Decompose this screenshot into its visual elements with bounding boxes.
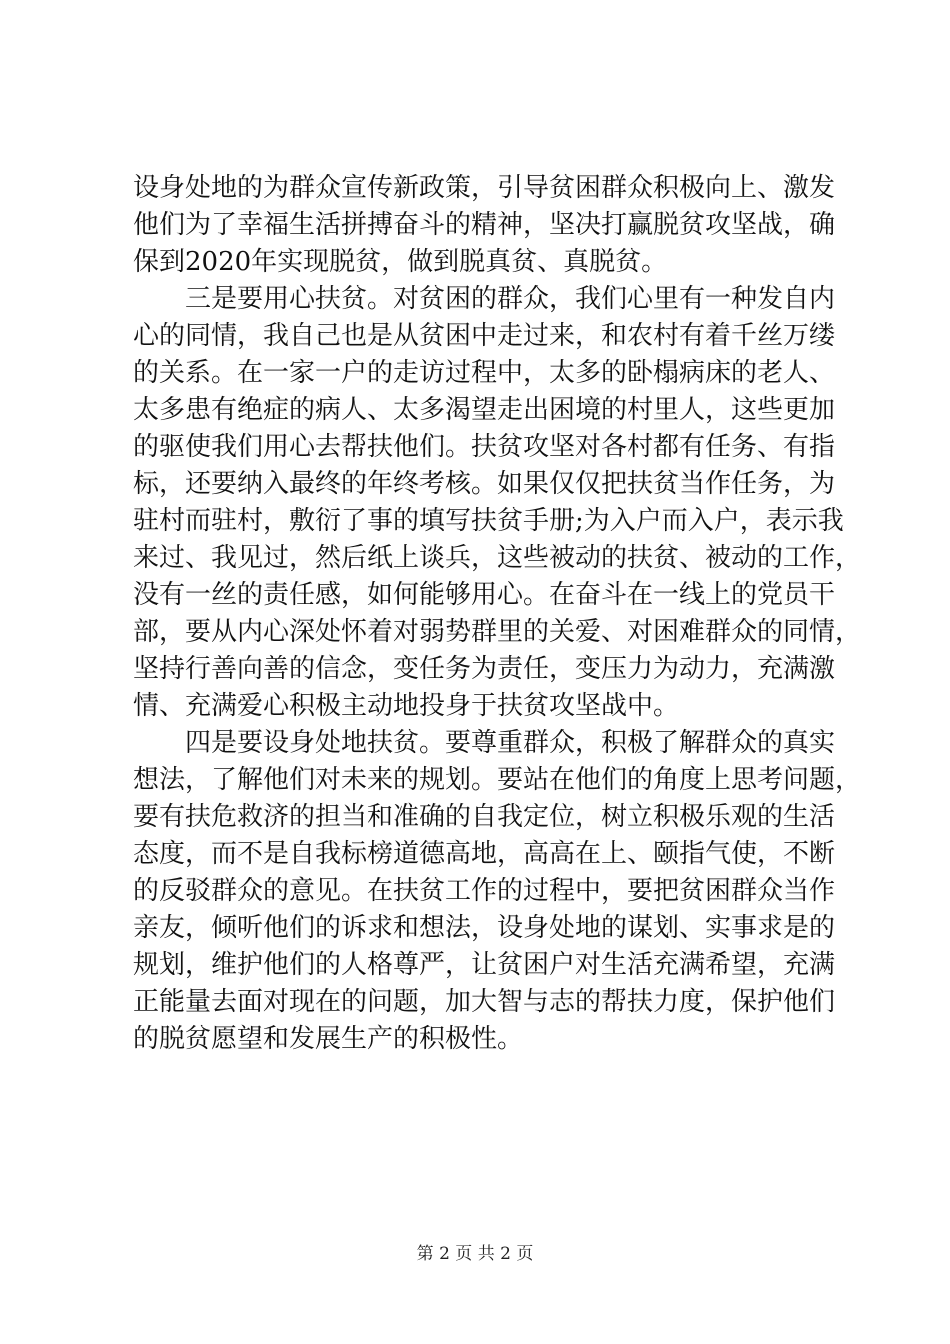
text-line: 来过、我见过，然后纸上谈兵，这些被动的扶贫、被动的工作， (133, 543, 862, 573)
text-line: 规划，维护他们的人格尊严，让贫困户对生活充满希望，充满 (133, 950, 836, 980)
text-line: 的驱使我们用心去帮扶他们。扶贫攻坚对各村都有任务、有指 (133, 432, 836, 462)
text-line: 没有一丝的责任感，如何能够用心。在奋斗在一线上的党员干 (133, 580, 836, 610)
text-line: 想法，了解他们对未来的规划。要站在他们的角度上思考问题， (133, 765, 862, 795)
text-line: 的反驳群众的意见。在扶贫工作的过程中，要把贫困群众当作 (133, 876, 836, 906)
text-line: 设身处地的为群众宣传新政策，引导贫困群众积极向上、激发 (133, 173, 836, 203)
text-line: 部，要从内心深处怀着对弱势群里的关爱、对困难群众的同情， (133, 617, 862, 647)
paragraph (133, 281, 862, 725)
text-line: 标，还要纳入最终的年终考核。如果仅仅把扶贫当作任务，为 (133, 469, 836, 499)
text-line: 保到2020年实现脱贫，做到脱真贫、真脱贫。 (133, 247, 668, 277)
text-line: 正能量去面对现在的问题，加大智与志的帮扶力度，保护他们 (133, 987, 836, 1017)
text-line: 的脱贫愿望和发展生产的积极性。 (133, 1024, 524, 1054)
text-line: 他们为了幸福生活拼搏奋斗的精神，坚决打赢脱贫攻坚战，确 (133, 210, 836, 240)
text-line: 坚持行善向善的信念，变任务为责任，变压力为动力，充满激 (133, 654, 836, 684)
document-body (133, 170, 862, 1058)
text-line: 心的同情，我自己也是从贫困中走过来，和农村有着千丝万缕 (133, 321, 836, 351)
text-line: 三是要用心扶贫。对贫困的群众，我们心里有一种发自内 (185, 284, 836, 314)
text-line: 的关系。在一家一户的走访过程中，太多的卧榻病床的老人、 (133, 358, 836, 388)
paragraph (133, 725, 862, 1058)
text-line: 要有扶危救济的担当和准确的自我定位，树立积极乐观的生活 (133, 802, 836, 832)
text-line: 态度，而不是自我标榜道德高地，高高在上、颐指气使，不断 (133, 839, 836, 869)
paragraph (133, 170, 836, 281)
text-line: 情、充满爱心积极主动地投身于扶贫攻坚战中。 (133, 691, 680, 721)
text-line: 四是要设身处地扶贫。要尊重群众，积极了解群众的真实 (185, 728, 836, 758)
page-footer: 第 2 页 共 2 页 (416, 1244, 534, 1264)
text-line: 太多患有绝症的病人、太多渴望走出困境的村里人，这些更加 (133, 395, 836, 425)
text-line: 驻村而驻村，敷衍了事的填写扶贫手册;为入户而入户，表示我 (133, 506, 844, 536)
text-line: 亲友，倾听他们的诉求和想法，设身处地的谋划、实事求是的 (133, 913, 836, 943)
